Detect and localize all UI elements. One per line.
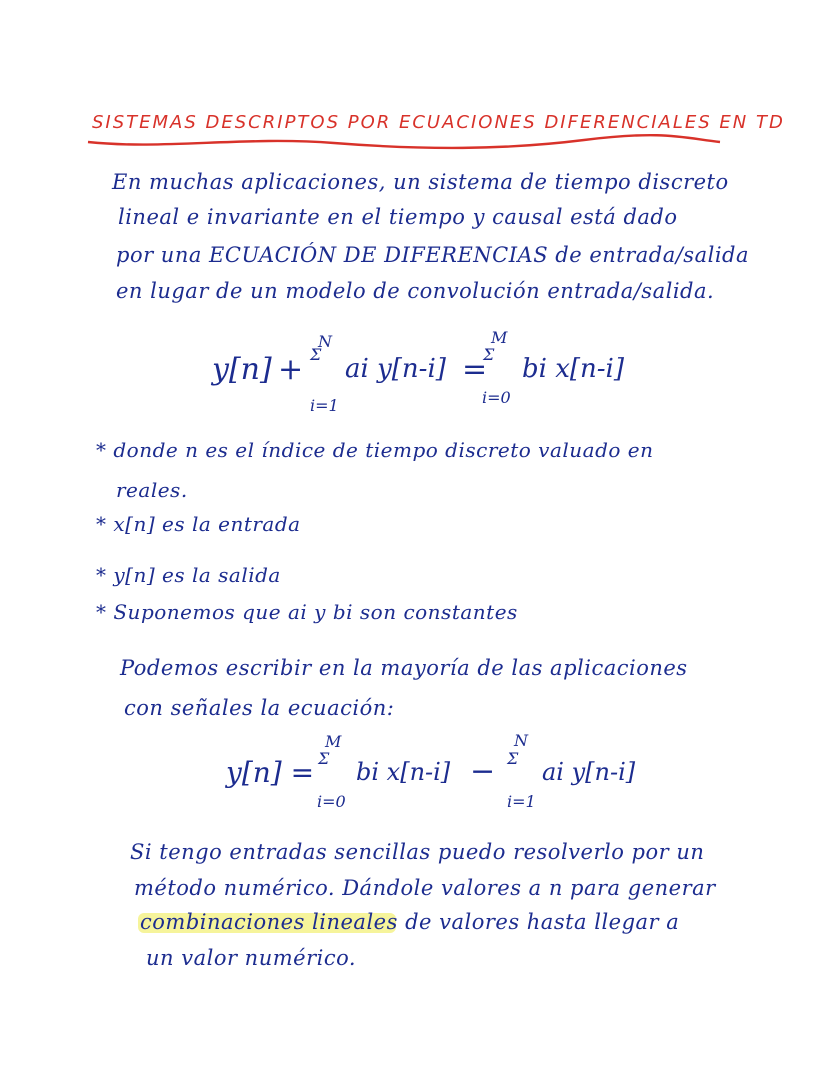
note-input: * x[n] es la entrada [96, 512, 301, 536]
eq1-sum1-bottom: i=1 [310, 396, 339, 415]
eq1-sum1-sigma: Σ [310, 345, 322, 364]
eq1-plus: + [278, 352, 304, 387]
eq2-sum2-bottom: i=1 [507, 792, 536, 811]
eq1-sum2-sigma: Σ [483, 345, 495, 364]
eq1-equals: = [462, 352, 488, 387]
closing-line-3-rest: de valores hasta llegar a [405, 910, 680, 934]
eq1-sum2-top: M [491, 328, 508, 347]
closing-line-1: Si tengo entradas sencillas puedo resolverlo por un [130, 840, 705, 864]
eq2-lhs: y[n] = [226, 756, 315, 789]
note-constants: * Suponemos que ai y bi son constantes [96, 600, 518, 624]
eq2-sum1-top: M [325, 732, 342, 751]
rewrite-line-1: Podemos escribir en la mayoría de las aplicaciones [120, 656, 688, 680]
eq2-sum2-top: N [514, 731, 528, 750]
intro-line-4: en lugar de un modelo de convolución entrada/salida. [116, 279, 715, 303]
eq1-term1: ai y[n-i] [345, 354, 446, 384]
rewrite-line-2: con señales la ecuación: [124, 696, 395, 720]
eq2-sum1-sigma: Σ [318, 749, 330, 768]
note-index-line-2: reales. [116, 478, 188, 502]
title-underline [84, 130, 724, 152]
closing-line-2: método numérico. Dándole valores a n para generar [134, 876, 716, 900]
page-title: SISTEMAS DESCRIPTOS POR ECUACIONES DIFERENCIALES EN TD [92, 112, 785, 133]
eq2-sum1-bottom: i=0 [317, 792, 346, 811]
intro-line-3: por una ECUACIÓN DE DIFERENCIAS de entrada/salida [116, 243, 749, 267]
eq2-minus: − [470, 754, 496, 789]
intro-line-1: En muchas aplicaciones, un sistema de tiempo discreto [112, 170, 729, 194]
eq1-sum2-bottom: i=0 [482, 388, 511, 407]
intro-line-2: lineal e invariante en el tiempo y causal está dado [118, 205, 678, 229]
closing-highlighted-phrase: combinaciones lineales [140, 910, 398, 934]
note-output: * y[n] es la salida [96, 563, 281, 587]
eq1-term2: bi x[n-i] [522, 354, 625, 384]
note-index-line-1: * donde n es el índice de tiempo discreto valuado en [96, 438, 654, 462]
eq2-term1: bi x[n-i] [356, 758, 451, 786]
eq1-sum1-top: N [318, 332, 332, 351]
closing-line-4: un valor numérico. [146, 946, 357, 970]
eq2-term2: ai y[n-i] [542, 758, 636, 786]
eq2-sum2-sigma: Σ [507, 749, 519, 768]
closing-line-3 [140, 910, 679, 934]
eq1-lhs: y[n] [212, 352, 272, 387]
